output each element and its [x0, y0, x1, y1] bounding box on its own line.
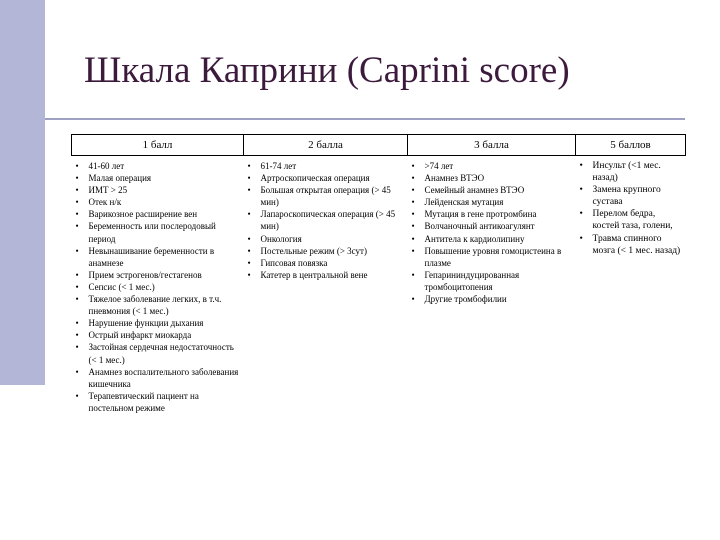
risk-factor-item: • ИМТ > 25	[72, 184, 242, 196]
risk-factor-item: • Инсульт (<1 мес. назад)	[576, 160, 684, 184]
risk-factor-item: • Терапевтический пациент на постельном режиме	[72, 390, 242, 414]
risk-factor-item: • Анамнез воспалительного заболевания кишечника	[72, 366, 242, 390]
risk-factor-item: • Лейденская мутация	[408, 196, 574, 208]
risk-factor-item: • 61-74 лет	[244, 160, 406, 172]
risk-factor-item: • Онкология	[244, 233, 406, 245]
risk-factor-item: • Прием эстрогенов/гестагенов	[72, 269, 242, 281]
risk-list	[72, 160, 242, 414]
risk-factor-item: • Травма спинного мозга (< 1 мес. назад)	[576, 233, 684, 257]
risk-list	[408, 160, 574, 305]
risk-factor-item: • Семейный анамнез ВТЭО	[408, 184, 574, 196]
risk-list	[244, 160, 406, 281]
risk-factor-item: • Отек н/к	[72, 196, 242, 208]
risk-factor-item: • Замена крупного сустава	[576, 184, 684, 208]
risk-factor-item: • Мутация в гене протромбина	[408, 208, 574, 220]
risk-factor-item: • Невынашивание беременности в анамнезе	[72, 245, 242, 269]
risk-factor-item: • Перелом бедра, костей таза, голени,	[576, 208, 684, 232]
risk-factor-item: • >74 лет	[408, 160, 574, 172]
column-3-points-cell	[408, 156, 576, 414]
caprini-score-table	[71, 134, 686, 414]
risk-factor-item: • Варикозное расширение вен	[72, 208, 242, 220]
risk-factor-item: • Нарушение функции дыхания	[72, 317, 242, 329]
column-header-2-points: 2 балла	[244, 135, 408, 156]
risk-factor-item: • Анамнез ВТЭО	[408, 172, 574, 184]
risk-factor-item: • Гепарининдуцированная тромбоцитопения	[408, 269, 574, 293]
decorative-sidebar-bar	[0, 0, 45, 385]
risk-factor-item: • Беременность или послеродовый период	[72, 220, 242, 244]
risk-factor-item: • Тяжелое заболевание легких, в т.ч. пневмония (< 1 мес.)	[72, 293, 242, 317]
column-2-points-cell	[244, 156, 408, 414]
column-5-points-cell	[576, 156, 686, 414]
risk-factor-item: • Застойная сердечная недостаточность (< 1 мес.)	[72, 341, 242, 365]
column-1-point-cell	[72, 156, 244, 414]
column-header-3-points: 3 балла	[408, 135, 576, 156]
risk-factor-item: • Волчаночный антикоагулянт	[408, 220, 574, 232]
risk-list	[576, 160, 684, 257]
risk-factor-item: • Повышение уровня гомоцистеина в плазме	[408, 245, 574, 269]
risk-factor-item: • Сепсис (< 1 мес.)	[72, 281, 242, 293]
risk-factor-item: • Гипсовая повязка	[244, 257, 406, 269]
risk-factor-item: • Постельные режим (> 3сут)	[244, 245, 406, 257]
items-row	[72, 156, 686, 414]
risk-factor-item: • Острый инфаркт миокарда	[72, 329, 242, 341]
risk-factor-item: • 41-60 лет	[72, 160, 242, 172]
slide-title: Шкала Каприни (Caprini score)	[84, 50, 570, 91]
risk-factor-item: • Антитела к кардиолипину	[408, 233, 574, 245]
risk-factor-item: • Малая операция	[72, 172, 242, 184]
title-divider	[45, 118, 685, 120]
column-header-1-point: 1 балл	[72, 135, 244, 156]
header-row	[72, 135, 686, 156]
risk-factor-item: • Лапароскопическая операция (> 45 мин)	[244, 208, 406, 232]
risk-factor-item: • Артроскопическая операция	[244, 172, 406, 184]
risk-factor-item: • Большая открытая операция (> 45 мин)	[244, 184, 406, 208]
column-header-5-points: 5 баллов	[576, 135, 686, 156]
risk-factor-item: • Другие тромбофилии	[408, 293, 574, 305]
risk-factor-item: • Катетер в центральной вене	[244, 269, 406, 281]
